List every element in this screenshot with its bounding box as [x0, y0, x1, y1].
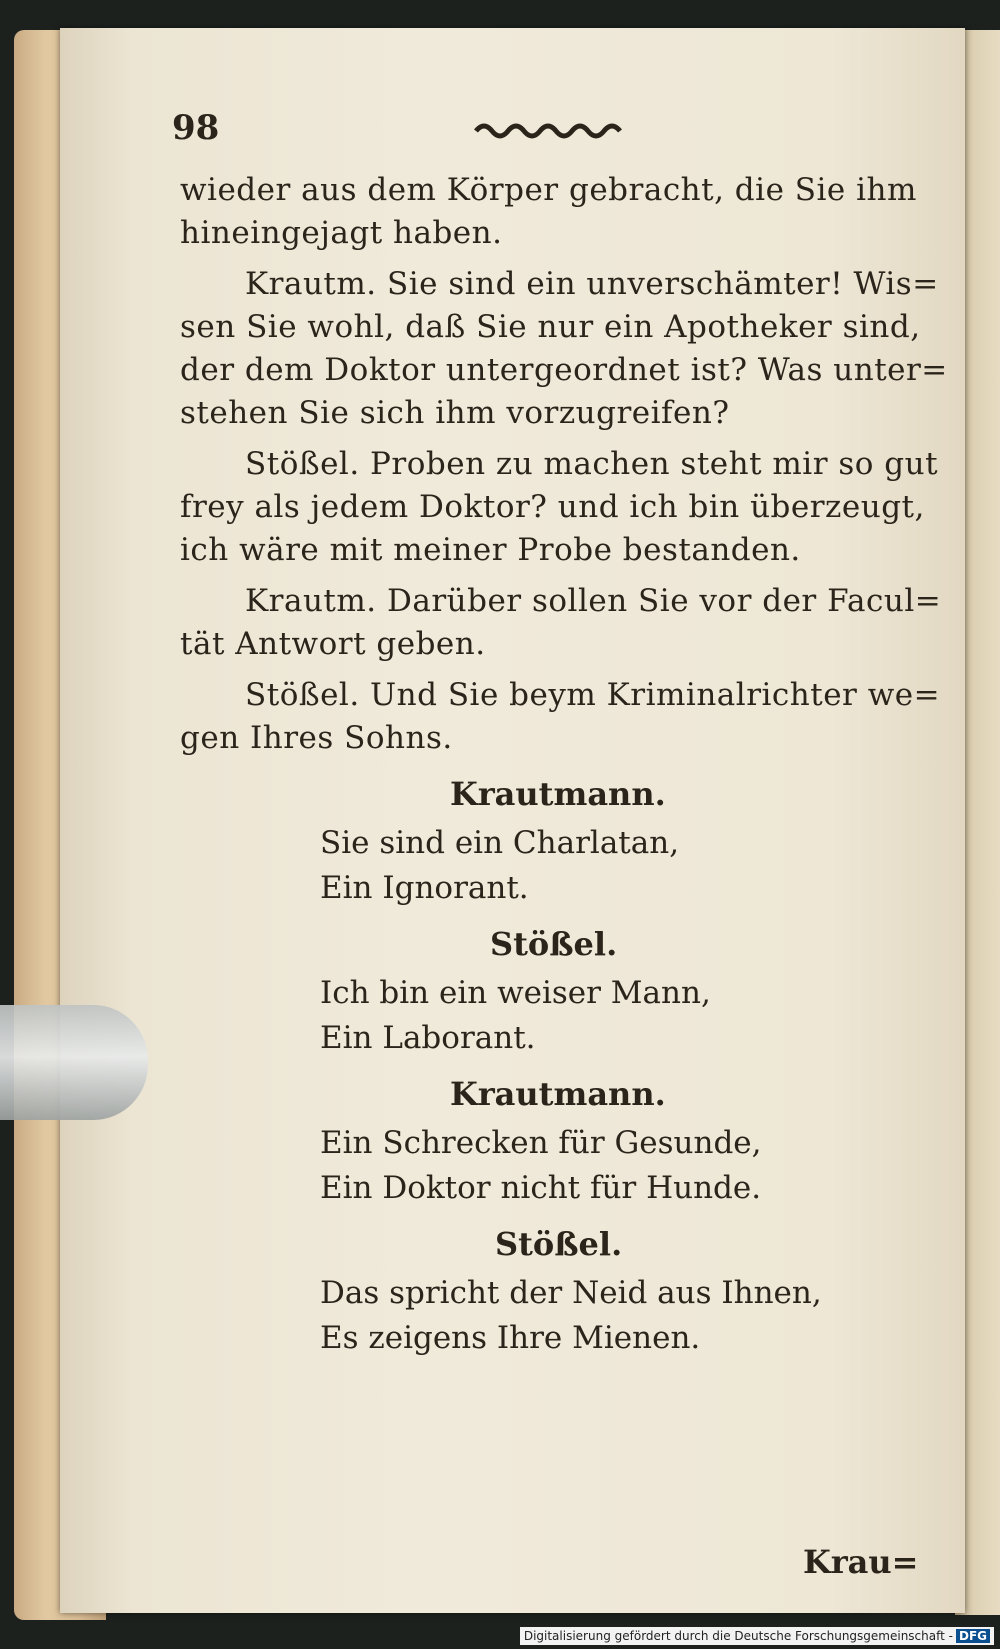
speaker-name: Krautmann.: [450, 775, 666, 813]
text-line: gen Ihres Sohns.: [180, 720, 453, 756]
verse-line: Ein Laborant.: [320, 1020, 536, 1056]
dfg-logo: DFG: [956, 1629, 990, 1643]
text-line: tät Antwort geben.: [180, 626, 486, 662]
verse-line: Ich bin ein weiser Mann,: [320, 975, 711, 1011]
page-number: 98: [172, 108, 220, 148]
catchword: Krau=: [803, 1543, 919, 1581]
text-line: wieder aus dem Körper gebracht, die Sie ihm: [180, 172, 917, 208]
verse-line: Das spricht der Neid aus Ihnen,: [320, 1275, 822, 1311]
digitization-credit: [520, 1627, 994, 1645]
text-line: stehen Sie sich ihm vorzugreifen?: [180, 395, 730, 431]
text-line: sen Sie wohl, daß Sie nur ein Apotheker sind,: [180, 309, 921, 345]
text-line: Krautm. Sie sind ein unverschämter! Wis=: [245, 266, 939, 302]
text-line: der dem Doktor untergeordnet ist? Was unter=: [180, 352, 948, 388]
text-line: frey als jedem Doktor? und ich bin überzeugt,: [180, 489, 925, 525]
text-line: Stößel. Proben zu machen steht mir so gut: [245, 446, 939, 482]
verse-line: Ein Doktor nicht für Hunde.: [320, 1170, 762, 1206]
verse-line: Sie sind ein Charlatan,: [320, 825, 680, 861]
speaker-name: Stößel.: [495, 1225, 623, 1263]
text-line: Stößel. Und Sie beym Kriminalrichter we=: [245, 677, 941, 713]
credit-text: Digitalisierung gefördert durch die Deutsche Forschungsgemeinschaft -: [523, 1629, 953, 1643]
speaker-name: Stößel.: [490, 925, 618, 963]
text-line: Krautm. Darüber sollen Sie vor der Facul=: [245, 583, 942, 619]
speaker-name: Krautmann.: [450, 1075, 666, 1113]
verse-line: Ein Ignorant.: [320, 870, 529, 906]
text-line: ich wäre mit meiner Probe bestanden.: [180, 532, 801, 568]
bookmark-clip: [0, 1005, 148, 1120]
verse-line: Es zeigens Ihre Mienen.: [320, 1320, 701, 1356]
header-ornament: [472, 115, 632, 145]
text-line: hineingejagt haben.: [180, 215, 503, 251]
verse-line: Ein Schrecken für Gesunde,: [320, 1125, 762, 1161]
